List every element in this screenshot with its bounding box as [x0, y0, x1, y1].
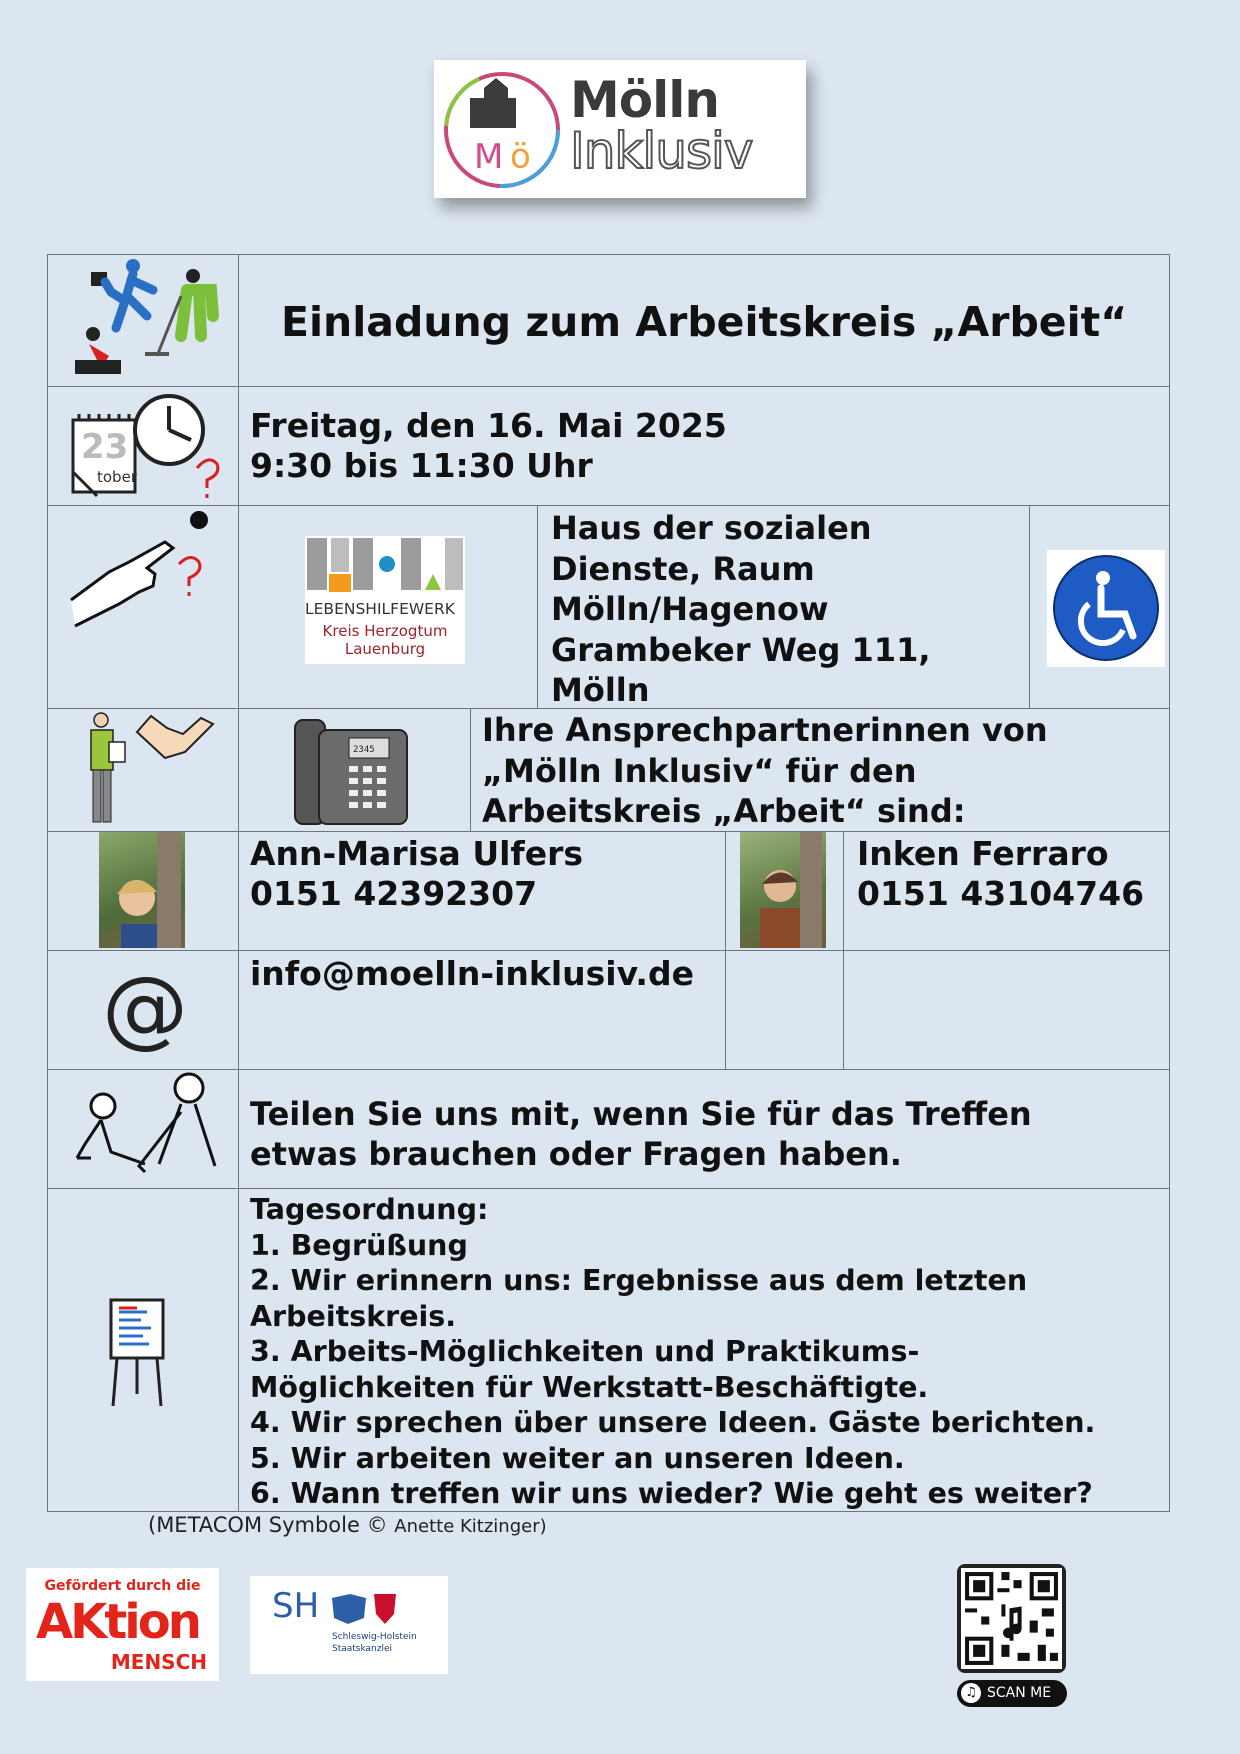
svg-text:ö: ö [510, 137, 531, 177]
agenda-item-3: 3. Arbeits-Möglichkeiten und Praktikums- Möglichkeiten für Werkstatt-Beschäftigte. [250, 1335, 929, 1404]
agenda-item-4: 4. Wir sprechen über unsere Ideen. Gäste berichten. [250, 1406, 1096, 1439]
aktion-top-text: Gefördert durch die [44, 1578, 201, 1594]
meeting-date: Freitag, den 16. Mai 2025 9:30 bis 11:30 Uhr [250, 406, 727, 485]
lebenshilfe-line3: Lauenburg [344, 640, 426, 658]
lebenshilfe-line1: LEBENSHILFEWERK [305, 600, 455, 618]
calendar-clock-icon [69, 392, 229, 504]
at-sign-icon: @ [102, 958, 188, 1058]
logo-text-moelln: Mölln [570, 71, 719, 129]
agenda-item-5: 5. Wir arbeiten weiter an unseren Ideen. [250, 1441, 905, 1475]
meeting-venue: Haus der sozialen Dienste, Raum Mölln/Hagenow Grambeker Weg 111, Mölln [551, 509, 931, 709]
logo-text-inklusiv: Inklusiv [570, 122, 753, 180]
agenda-item-6: 6. Wann treffen wir uns wieder? Wie geht es weiter? [250, 1477, 1093, 1510]
empty-cell-1 [725, 950, 844, 1070]
moelln-inklusiv-logo [434, 60, 806, 198]
lebenshilfe-line2: Kreis Herzogtum [322, 622, 448, 640]
schleswig-holstein-logo [250, 1576, 448, 1674]
qr-pattern-icon [961, 1568, 1062, 1669]
svg-text:M: M [474, 137, 504, 177]
sh-line2: Staatskanzlei [332, 1644, 393, 1654]
contact-heading: Ihre Ansprechpartnerinnen von „Mölln Inklusiv“ für den Arbeitskreis „Arbeit“ sind: [482, 711, 1048, 830]
logo-circle-icon [440, 68, 564, 192]
qr-code[interactable] [957, 1564, 1066, 1673]
flipchart-icon [107, 1298, 169, 1408]
scan-me-badge [957, 1680, 1067, 1707]
contact-person-handshake-icon [85, 712, 225, 828]
contact-person-1: Ann-Marisa Ulfers 0151 42392307 [250, 834, 584, 913]
scan-me-label: SCAN ME [987, 1685, 1052, 1701]
metacom-footnote [148, 1513, 547, 1537]
sh-coat-of-arms-icon [330, 1590, 400, 1626]
calendar-number: 23 [81, 427, 129, 467]
footnote-author: Anette Kitzinger) [394, 1516, 547, 1537]
agenda-heading: Tagesordnung: [250, 1193, 489, 1226]
photo-inken [740, 832, 826, 948]
wheelchair-icon [1047, 550, 1165, 667]
contact-person-2: Inken Ferraro 0151 43104746 [857, 834, 1145, 913]
invitation-table [47, 254, 1170, 1512]
lebenshilfewerk-logo [305, 536, 465, 664]
empty-cell-2 [843, 950, 1170, 1070]
work-people-icon [61, 256, 231, 386]
aktion-main-text: AKtion [36, 1594, 199, 1650]
request-text: Teilen Sie uns mit, wenn Sie für das Treffen etwas brauchen oder Fragen haben. [250, 1095, 1032, 1173]
aktion-mensch-logo [26, 1568, 219, 1681]
phone-display-text: 2345 [353, 745, 375, 755]
agenda [250, 1192, 1095, 1512]
photo-ann-marisa [99, 832, 185, 948]
page-title: Einladung zum Arbeitskreis „Arbeit“ [281, 298, 1128, 346]
footnote-main: (METACOM Symbole © [148, 1513, 388, 1537]
help-people-icon [71, 1072, 221, 1186]
music-note-icon: ♫ [961, 1683, 981, 1703]
agenda-item-1: 1. Begrüßung [250, 1228, 468, 1262]
pointing-hand-icon [69, 508, 229, 628]
sh-line1: Schleswig-Holstein [332, 1632, 417, 1642]
email-address[interactable]: info@moelln-inklusiv.de [250, 954, 694, 993]
aktion-sub-text: MENSCH [110, 1650, 207, 1674]
calendar-month: tober [97, 468, 137, 486]
telephone-icon [293, 714, 411, 828]
agenda-item-2: 2. Wir erinnern uns: Ergebnisse aus dem letzten Arbeitskreis. [250, 1264, 1028, 1333]
sh-logo-text: SH [272, 1586, 320, 1626]
